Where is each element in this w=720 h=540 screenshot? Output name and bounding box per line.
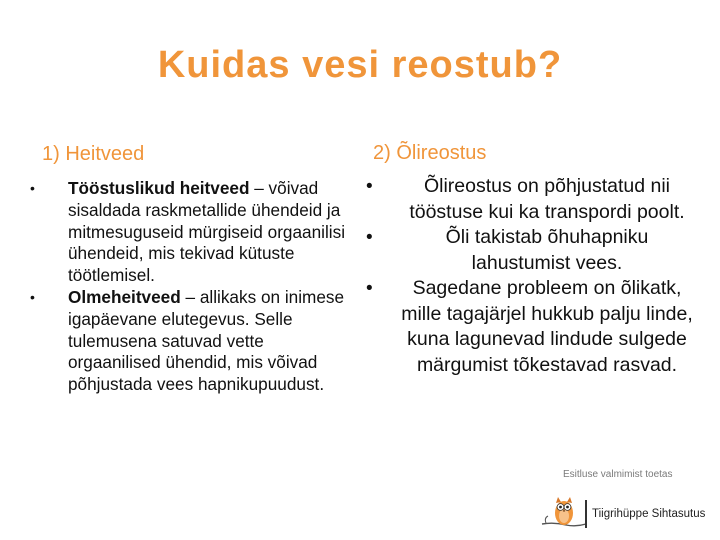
bullet-icon: •	[30, 288, 35, 305]
left-heading: 1) Heitveed	[42, 143, 145, 165]
sponsor-note: Esitluse valmimist toetas	[563, 469, 673, 480]
list-item	[30, 178, 350, 287]
left-bullet-list	[30, 178, 350, 396]
right-heading: 2) Õlireostus	[373, 142, 487, 164]
list-item	[360, 174, 700, 225]
item-text: Õli takistab õhuhapniku lahustumist vees.	[445, 226, 649, 274]
list-item	[30, 287, 350, 396]
item-text: – võivad sisaldada raskmetallide ühendeid ja mitmesuguseid mürgiseid orgaanilisi ühendeid, mis tekivad kütuste töötlemisel.	[68, 178, 346, 286]
bullet-icon: •	[366, 278, 373, 299]
item-lead: Tööstuslikud heitveed	[68, 178, 250, 198]
sponsor-logo	[540, 494, 715, 534]
item-text: Sagedane probleem on õlikatk, mille tagajärjel hukkub palju linde, kuna lagunevad lindude sulgede märgumist tõkestavad rasvad.	[401, 277, 693, 376]
right-bullet-list	[360, 174, 700, 378]
brand-name: Tiigrihüppe Sihtasutus	[592, 508, 706, 520]
list-item	[360, 225, 700, 276]
bullet-icon: •	[30, 180, 35, 196]
logo-divider	[585, 500, 587, 528]
list-item	[360, 276, 700, 378]
owl-icon	[540, 494, 588, 534]
item-text: Õlireostus on põhjustatud nii tööstuse kui ka transpordi poolt.	[409, 175, 685, 223]
bullet-icon: •	[366, 227, 373, 248]
bullet-icon: •	[366, 176, 373, 197]
item-text: – allikaks on inimese igapäevane elutegevus. Selle tulemusena satuvad vette orgaanilised ühendid, mis võivad põhjustada vees hapnikupuudust.	[68, 286, 345, 395]
item-lead: Olmeheitveed	[68, 286, 181, 307]
slide-title: Kuidas vesi reostub?	[157, 44, 563, 86]
